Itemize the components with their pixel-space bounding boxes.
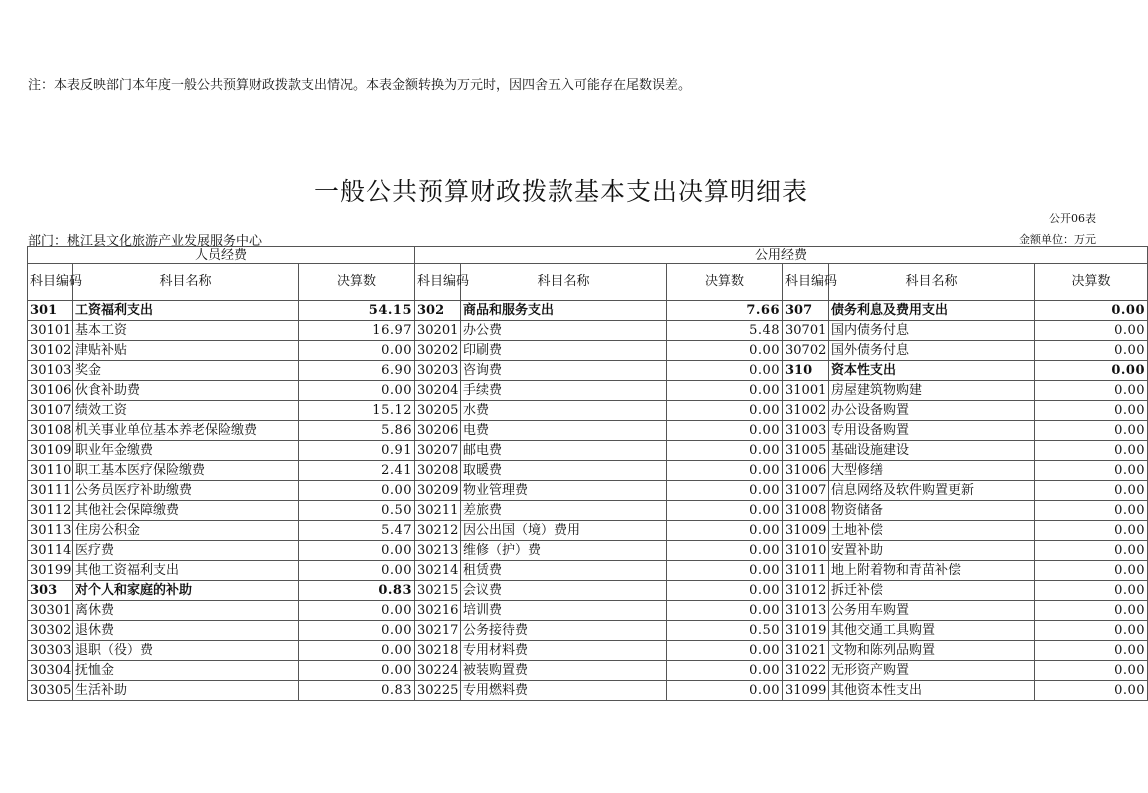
column-header-amount: 决算数 bbox=[299, 264, 415, 301]
cell-code: 30301 bbox=[28, 601, 73, 621]
cell-code: 31007 bbox=[783, 481, 829, 501]
column-header-name: 科目名称 bbox=[461, 264, 667, 301]
cell-code: 30209 bbox=[415, 481, 461, 501]
cell-name: 文物和陈列品购置 bbox=[829, 641, 1035, 661]
column-header-code: 科目编码 bbox=[28, 264, 73, 301]
table-row bbox=[28, 681, 1148, 701]
cell-amount: 7.66 bbox=[667, 301, 783, 321]
cell-name: 国内债务付息 bbox=[829, 321, 1035, 341]
cell-code: 31021 bbox=[783, 641, 829, 661]
cell-amount: 0.00 bbox=[667, 581, 783, 601]
cell-name: 差旅费 bbox=[461, 501, 667, 521]
column-header-amount: 决算数 bbox=[1035, 264, 1148, 301]
cell-amount: 0.00 bbox=[299, 661, 415, 681]
cell-code: 30211 bbox=[415, 501, 461, 521]
cell-amount: 0.00 bbox=[299, 341, 415, 361]
cell-name: 职业年金缴费 bbox=[73, 441, 299, 461]
cell-name: 机关事业单位基本养老保险缴费 bbox=[73, 421, 299, 441]
cell-amount: 0.50 bbox=[299, 501, 415, 521]
cell-amount: 2.41 bbox=[299, 461, 415, 481]
cell-code: 31011 bbox=[783, 561, 829, 581]
cell-code: 30107 bbox=[28, 401, 73, 421]
cell-name: 取暖费 bbox=[461, 461, 667, 481]
unit-label: 金额单位：万元 bbox=[1019, 233, 1096, 246]
cell-code: 30204 bbox=[415, 381, 461, 401]
cell-amount: 0.00 bbox=[1035, 321, 1148, 341]
cell-name: 国外债务付息 bbox=[829, 341, 1035, 361]
cell-name: 电费 bbox=[461, 421, 667, 441]
cell-amount: 0.00 bbox=[667, 361, 783, 381]
table-row bbox=[28, 421, 1148, 441]
cell-code: 302 bbox=[415, 301, 461, 321]
cell-name: 其他社会保障缴费 bbox=[73, 501, 299, 521]
cell-amount: 5.48 bbox=[667, 321, 783, 341]
cell-name: 基础设施建设 bbox=[829, 441, 1035, 461]
table-row bbox=[28, 461, 1148, 481]
cell-name: 资本性支出 bbox=[829, 361, 1035, 381]
group-header-personnel: 人员经费 bbox=[28, 247, 415, 264]
cell-amount: 0.00 bbox=[1035, 521, 1148, 541]
cell-name: 土地补偿 bbox=[829, 521, 1035, 541]
column-header-name: 科目名称 bbox=[829, 264, 1035, 301]
cell-amount: 0.91 bbox=[299, 441, 415, 461]
cell-amount: 0.00 bbox=[1035, 441, 1148, 461]
cell-name: 会议费 bbox=[461, 581, 667, 601]
cell-name: 被装购置费 bbox=[461, 661, 667, 681]
cell-name: 拆迁补偿 bbox=[829, 581, 1035, 601]
cell-code: 31099 bbox=[783, 681, 829, 701]
table-row bbox=[28, 621, 1148, 641]
cell-amount: 0.00 bbox=[299, 641, 415, 661]
cell-code: 31009 bbox=[783, 521, 829, 541]
cell-name: 其他资本性支出 bbox=[829, 681, 1035, 701]
page-title: 一般公共预算财政拨款基本支出决算明细表 bbox=[313, 177, 808, 206]
cell-name: 物资储备 bbox=[829, 501, 1035, 521]
cell-name: 其他交通工具购置 bbox=[829, 621, 1035, 641]
cell-code: 30101 bbox=[28, 321, 73, 341]
cell-amount: 0.00 bbox=[667, 381, 783, 401]
cell-code: 30224 bbox=[415, 661, 461, 681]
cell-code: 30305 bbox=[28, 681, 73, 701]
cell-code: 30112 bbox=[28, 501, 73, 521]
cell-amount: 0.00 bbox=[299, 381, 415, 401]
cell-amount: 0.00 bbox=[1035, 541, 1148, 561]
cell-name: 咨询费 bbox=[461, 361, 667, 381]
cell-name: 专用燃料费 bbox=[461, 681, 667, 701]
table-row bbox=[28, 441, 1148, 461]
cell-amount: 0.00 bbox=[1035, 601, 1148, 621]
cell-name: 医疗费 bbox=[73, 541, 299, 561]
cell-code: 30113 bbox=[28, 521, 73, 541]
cell-code: 30205 bbox=[415, 401, 461, 421]
cell-amount: 0.00 bbox=[299, 541, 415, 561]
cell-amount: 6.90 bbox=[299, 361, 415, 381]
cell-amount: 0.00 bbox=[667, 641, 783, 661]
cell-amount: 0.00 bbox=[1035, 641, 1148, 661]
cell-code: 31013 bbox=[783, 601, 829, 621]
cell-amount: 0.00 bbox=[667, 561, 783, 581]
cell-amount: 0.00 bbox=[1035, 681, 1148, 701]
cell-amount: 0.00 bbox=[667, 401, 783, 421]
cell-name: 安置补助 bbox=[829, 541, 1035, 561]
cell-amount: 0.00 bbox=[667, 481, 783, 501]
cell-name: 无形资产购置 bbox=[829, 661, 1035, 681]
cell-amount: 0.83 bbox=[299, 581, 415, 601]
cell-name: 维修（护）费 bbox=[461, 541, 667, 561]
cell-code: 30114 bbox=[28, 541, 73, 561]
cell-code: 31008 bbox=[783, 501, 829, 521]
cell-name: 办公费 bbox=[461, 321, 667, 341]
table-row bbox=[28, 321, 1148, 341]
cell-amount: 0.00 bbox=[299, 561, 415, 581]
cell-amount: 0.00 bbox=[1035, 481, 1148, 501]
cell-name: 大型修缮 bbox=[829, 461, 1035, 481]
cell-amount: 0.00 bbox=[667, 441, 783, 461]
cell-name: 物业管理费 bbox=[461, 481, 667, 501]
cell-name: 退休费 bbox=[73, 621, 299, 641]
cell-code: 31012 bbox=[783, 581, 829, 601]
cell-code: 301 bbox=[28, 301, 73, 321]
cell-name: 抚恤金 bbox=[73, 661, 299, 681]
cell-code: 30213 bbox=[415, 541, 461, 561]
cell-amount: 0.00 bbox=[1035, 381, 1148, 401]
cell-amount: 5.47 bbox=[299, 521, 415, 541]
cell-amount: 0.00 bbox=[1035, 401, 1148, 421]
table-row bbox=[28, 341, 1148, 361]
cell-code: 30110 bbox=[28, 461, 73, 481]
cell-amount: 16.97 bbox=[299, 321, 415, 341]
cell-name: 工资福利支出 bbox=[73, 301, 299, 321]
cell-code: 31019 bbox=[783, 621, 829, 641]
cell-name: 生活补助 bbox=[73, 681, 299, 701]
table-row bbox=[28, 381, 1148, 401]
cell-amount: 0.00 bbox=[667, 421, 783, 441]
cell-code: 31005 bbox=[783, 441, 829, 461]
cell-code: 31002 bbox=[783, 401, 829, 421]
cell-name: 津贴补贴 bbox=[73, 341, 299, 361]
column-header-code: 科目编码 bbox=[415, 264, 461, 301]
cell-amount: 0.00 bbox=[1035, 621, 1148, 641]
cell-name: 办公设备购置 bbox=[829, 401, 1035, 421]
cell-amount: 0.00 bbox=[667, 501, 783, 521]
cell-code: 30106 bbox=[28, 381, 73, 401]
cell-code: 30203 bbox=[415, 361, 461, 381]
cell-name: 职工基本医疗保险缴费 bbox=[73, 461, 299, 481]
cell-amount: 0.00 bbox=[667, 681, 783, 701]
cell-name: 专用设备购置 bbox=[829, 421, 1035, 441]
table-row bbox=[28, 521, 1148, 541]
cell-amount: 0.00 bbox=[299, 601, 415, 621]
cell-amount: 0.00 bbox=[1035, 661, 1148, 681]
cell-name: 水费 bbox=[461, 401, 667, 421]
column-header-amount: 决算数 bbox=[667, 264, 783, 301]
expenditure-table bbox=[27, 246, 1148, 701]
cell-name: 基本工资 bbox=[73, 321, 299, 341]
cell-name: 债务利息及费用支出 bbox=[829, 301, 1035, 321]
table-code: 公开06表 bbox=[1049, 212, 1096, 225]
cell-amount: 0.00 bbox=[1035, 581, 1148, 601]
cell-code: 30199 bbox=[28, 561, 73, 581]
cell-amount: 0.00 bbox=[667, 341, 783, 361]
cell-name: 退职（役）费 bbox=[73, 641, 299, 661]
cell-amount: 0.00 bbox=[1035, 341, 1148, 361]
cell-code: 30303 bbox=[28, 641, 73, 661]
table-row bbox=[28, 641, 1148, 661]
cell-name: 信息网络及软件购置更新 bbox=[829, 481, 1035, 501]
cell-amount: 0.00 bbox=[667, 521, 783, 541]
cell-code: 30218 bbox=[415, 641, 461, 661]
cell-code: 30208 bbox=[415, 461, 461, 481]
cell-code: 307 bbox=[783, 301, 829, 321]
column-header-code: 科目编码 bbox=[783, 264, 829, 301]
cell-amount: 0.00 bbox=[667, 661, 783, 681]
cell-name: 租赁费 bbox=[461, 561, 667, 581]
cell-code: 30225 bbox=[415, 681, 461, 701]
cell-name: 对个人和家庭的补助 bbox=[73, 581, 299, 601]
table-row bbox=[28, 481, 1148, 501]
cell-name: 其他工资福利支出 bbox=[73, 561, 299, 581]
cell-name: 公务员医疗补助缴费 bbox=[73, 481, 299, 501]
cell-name: 手续费 bbox=[461, 381, 667, 401]
department-label: 部门：桃江县文化旅游产业发展服务中心 bbox=[28, 234, 263, 249]
cell-code: 30111 bbox=[28, 481, 73, 501]
cell-name: 专用材料费 bbox=[461, 641, 667, 661]
cell-code: 30108 bbox=[28, 421, 73, 441]
cell-amount: 0.00 bbox=[1035, 501, 1148, 521]
cell-code: 30109 bbox=[28, 441, 73, 461]
cell-code: 31001 bbox=[783, 381, 829, 401]
cell-name: 培训费 bbox=[461, 601, 667, 621]
cell-code: 31010 bbox=[783, 541, 829, 561]
cell-code: 30215 bbox=[415, 581, 461, 601]
table-row bbox=[28, 301, 1148, 321]
cell-code: 30207 bbox=[415, 441, 461, 461]
column-header-name: 科目名称 bbox=[73, 264, 299, 301]
table-row bbox=[28, 601, 1148, 621]
table-row bbox=[28, 361, 1148, 381]
cell-amount: 0.00 bbox=[1035, 461, 1148, 481]
cell-code: 30103 bbox=[28, 361, 73, 381]
cell-name: 公务用车购置 bbox=[829, 601, 1035, 621]
cell-amount: 0.00 bbox=[667, 601, 783, 621]
table-row bbox=[28, 401, 1148, 421]
table-note: 注：本表反映部门本年度一般公共预算财政拨款支出情况。本表金额转换为万元时，因四舍五入可能存在尾数误差。 bbox=[28, 78, 692, 93]
cell-name: 离休费 bbox=[73, 601, 299, 621]
cell-code: 30206 bbox=[415, 421, 461, 441]
cell-amount: 0.00 bbox=[1035, 361, 1148, 381]
cell-code: 30304 bbox=[28, 661, 73, 681]
cell-code: 303 bbox=[28, 581, 73, 601]
cell-code: 30217 bbox=[415, 621, 461, 641]
cell-name: 商品和服务支出 bbox=[461, 301, 667, 321]
cell-code: 30216 bbox=[415, 601, 461, 621]
cell-code: 30102 bbox=[28, 341, 73, 361]
table-row bbox=[28, 581, 1148, 601]
cell-amount: 0.00 bbox=[1035, 301, 1148, 321]
cell-code: 30702 bbox=[783, 341, 829, 361]
cell-amount: 0.83 bbox=[299, 681, 415, 701]
cell-amount: 5.86 bbox=[299, 421, 415, 441]
group-header-public: 公用经费 bbox=[415, 247, 1148, 264]
cell-code: 30302 bbox=[28, 621, 73, 641]
cell-code: 30201 bbox=[415, 321, 461, 341]
cell-amount: 0.00 bbox=[1035, 421, 1148, 441]
cell-name: 公务接待费 bbox=[461, 621, 667, 641]
cell-amount: 0.00 bbox=[667, 461, 783, 481]
cell-name: 绩效工资 bbox=[73, 401, 299, 421]
cell-code: 31003 bbox=[783, 421, 829, 441]
cell-name: 印刷费 bbox=[461, 341, 667, 361]
cell-amount: 0.50 bbox=[667, 621, 783, 641]
cell-amount: 54.15 bbox=[299, 301, 415, 321]
cell-name: 奖金 bbox=[73, 361, 299, 381]
cell-amount: 0.00 bbox=[299, 621, 415, 641]
cell-amount: 0.00 bbox=[1035, 561, 1148, 581]
cell-name: 因公出国（境）费用 bbox=[461, 521, 667, 541]
cell-code: 30212 bbox=[415, 521, 461, 541]
table-row bbox=[28, 501, 1148, 521]
cell-name: 房屋建筑物购建 bbox=[829, 381, 1035, 401]
cell-name: 伙食补助费 bbox=[73, 381, 299, 401]
cell-code: 31022 bbox=[783, 661, 829, 681]
cell-code: 310 bbox=[783, 361, 829, 381]
cell-code: 31006 bbox=[783, 461, 829, 481]
cell-amount: 0.00 bbox=[299, 481, 415, 501]
cell-code: 30214 bbox=[415, 561, 461, 581]
table-row bbox=[28, 541, 1148, 561]
cell-amount: 15.12 bbox=[299, 401, 415, 421]
table-row bbox=[28, 561, 1148, 581]
cell-code: 30202 bbox=[415, 341, 461, 361]
cell-name: 地上附着物和青苗补偿 bbox=[829, 561, 1035, 581]
cell-name: 住房公积金 bbox=[73, 521, 299, 541]
cell-amount: 0.00 bbox=[667, 541, 783, 561]
cell-code: 30701 bbox=[783, 321, 829, 341]
cell-name: 邮电费 bbox=[461, 441, 667, 461]
table-row bbox=[28, 661, 1148, 681]
